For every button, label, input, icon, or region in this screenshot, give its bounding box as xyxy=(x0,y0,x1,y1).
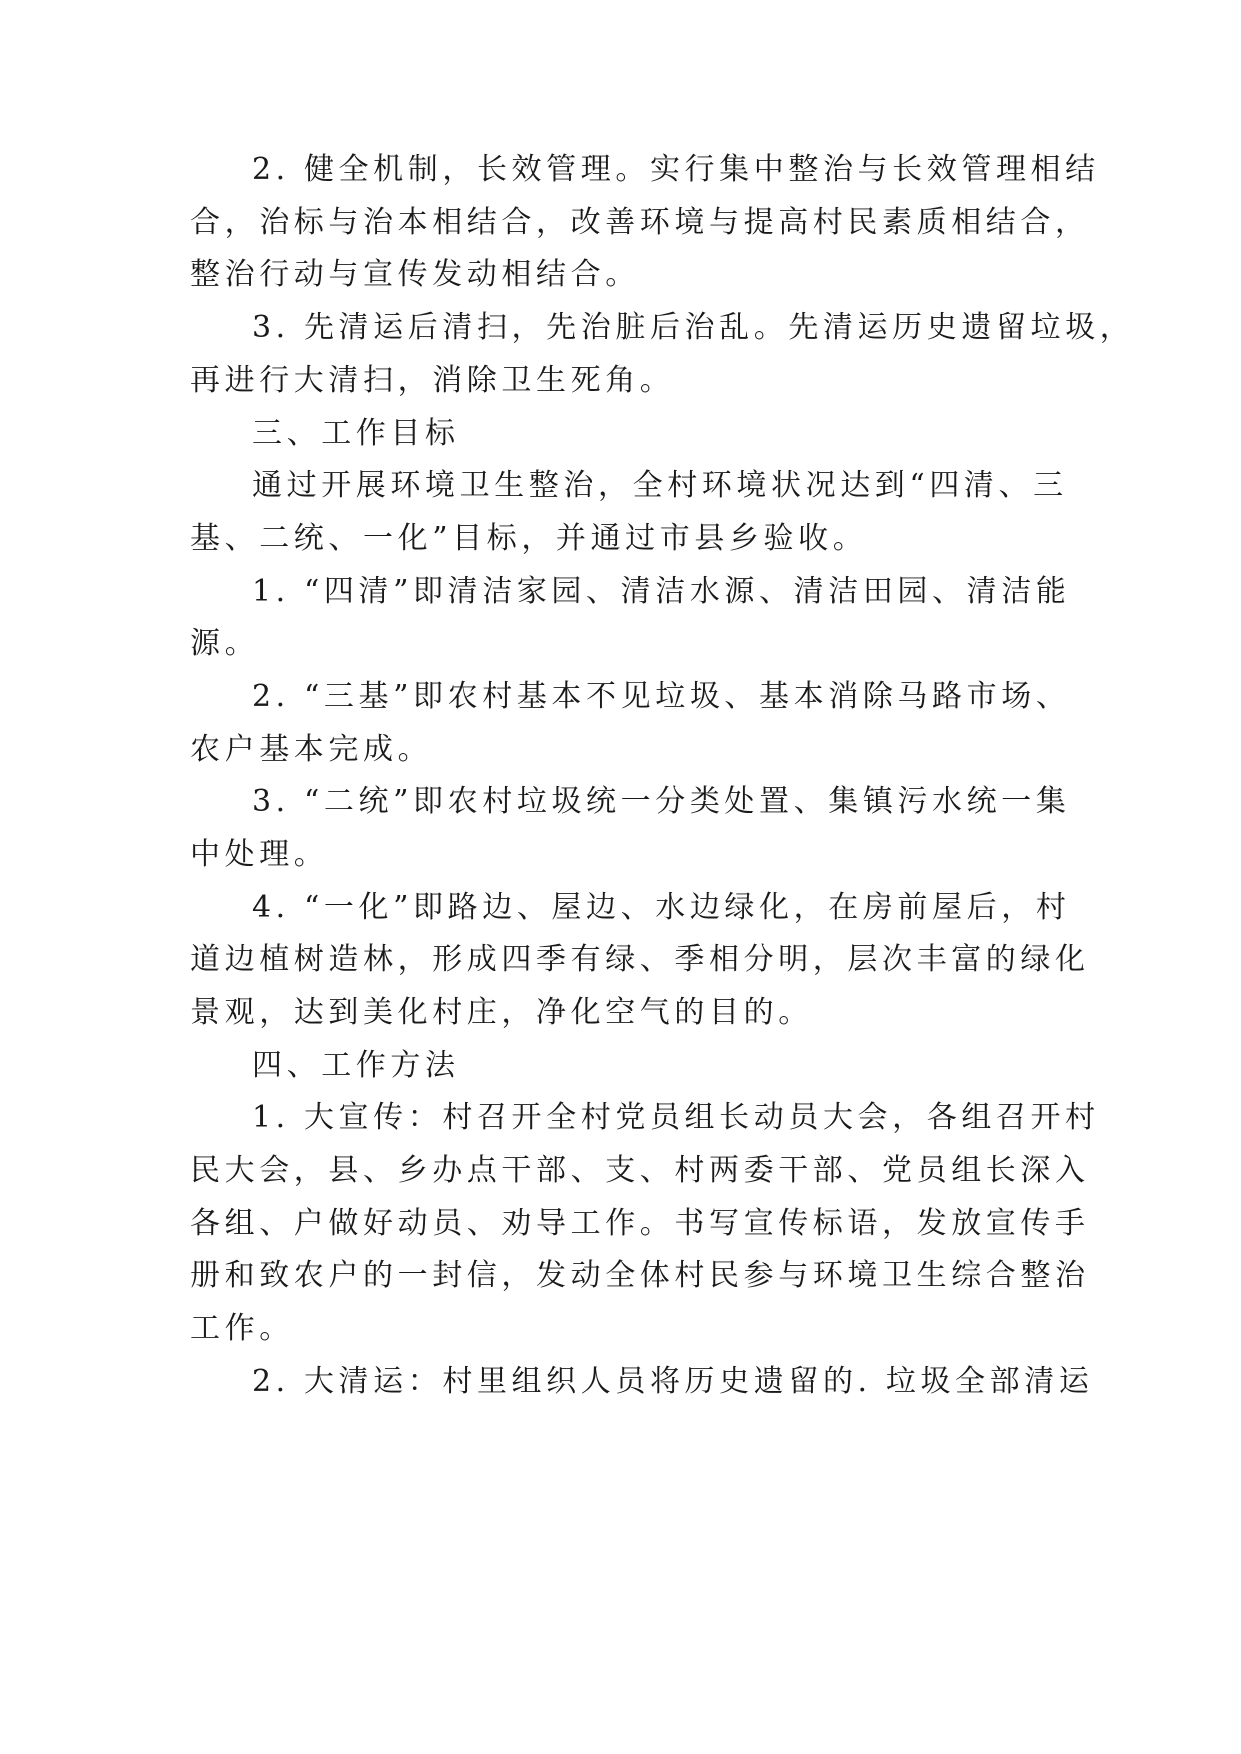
paragraph-line: 4. “一化”即路边、屋边、水边绿化，在房前屋后，村 xyxy=(252,890,1071,925)
paragraph-line: 工作。 xyxy=(190,1311,294,1346)
paragraph-line: 3. 先清运后清扫，先治脏后治乱。先清运历史遗留垃圾， xyxy=(252,310,1135,345)
paragraph-line: 2. “三基”即农村基本不见垃圾、基本消除马路市场、 xyxy=(252,679,1071,714)
paragraph-line: 景观，达到美化村庄，净化空气的目的。 xyxy=(190,995,813,1030)
paragraph-line: 3. “二统”即农村垃圾统一分类处置、集镇污水统一集 xyxy=(252,784,1071,819)
paragraph-line: 1. 大宣传：村召开全村党员组长动员大会，各组召开村 xyxy=(252,1100,1100,1135)
paragraph-line: 农户基本完成。 xyxy=(190,732,433,767)
paragraph-line: 册和致农户的一封信，发动全体村民参与环境卫生综合整治 xyxy=(190,1258,1090,1293)
paragraph-line: 1. “四清”即清洁家园、清洁水源、清洁田园、清洁能 xyxy=(252,574,1071,609)
paragraph-line: 合，治标与治本相结合，改善环境与提高村民素质相结合， xyxy=(190,205,1090,240)
section-heading: 四、工作方法 xyxy=(252,1048,460,1083)
paragraph-line: 2. 健全机制，长效管理。实行集中整治与长效管理相结 xyxy=(252,152,1100,187)
paragraph-line: 民大会，县、乡办点干部、支、村两委干部、党员组长深入 xyxy=(190,1153,1090,1188)
paragraph-line: 整治行动与宣传发动相结合。 xyxy=(190,257,640,292)
paragraph-line: 源。 xyxy=(190,626,260,661)
paragraph-line: 基、二统、一化”目标，并通过市县乡验收。 xyxy=(190,521,868,556)
section-heading: 三、工作目标 xyxy=(252,416,460,451)
paragraph-line: 2. 大清运：村里组织人员将历史遗留的. 垃圾全部清运 xyxy=(252,1364,1094,1399)
paragraph-line: 中处理。 xyxy=(190,837,329,872)
paragraph-line: 再进行大清扫，消除卫生死角。 xyxy=(190,363,675,398)
paragraph-line: 通过开展环境卫生整治，全村环境状况达到“四清、三 xyxy=(252,468,1068,503)
paragraph-line: 各组、户做好动员、劝导工作。书写宣传标语，发放宣传手 xyxy=(190,1206,1090,1241)
paragraph-line: 道边植树造林，形成四季有绿、季相分明，层次丰富的绿化 xyxy=(190,942,1090,977)
